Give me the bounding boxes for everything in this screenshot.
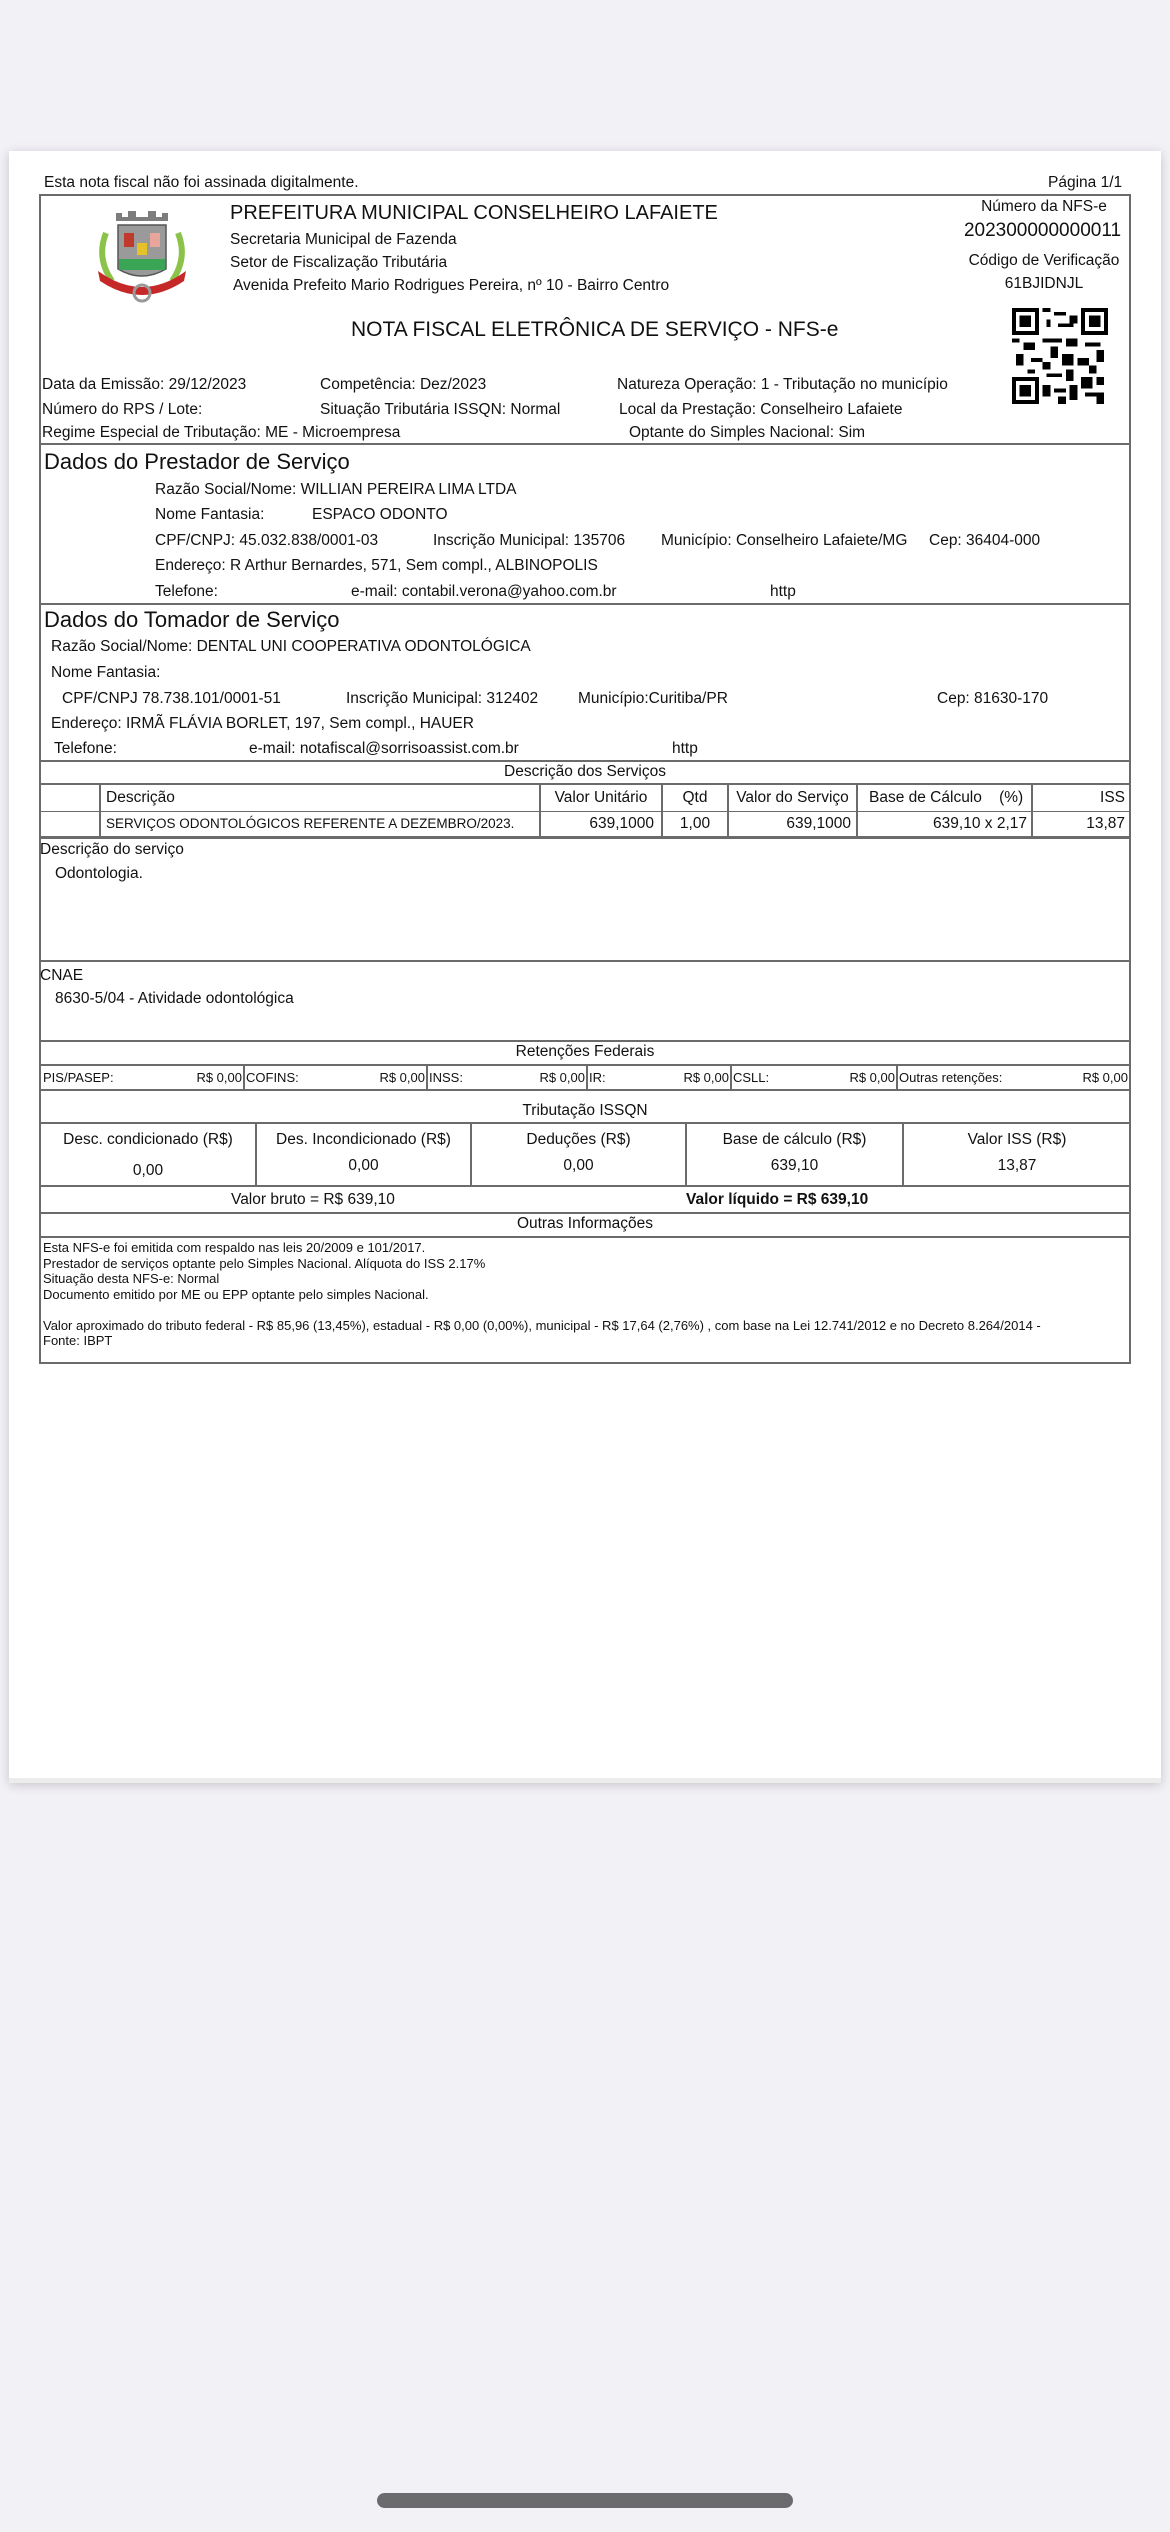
tax-base-value: 639,10 <box>770 1157 819 1174</box>
home-indicator[interactable] <box>377 2493 793 2508</box>
divider <box>39 1064 1131 1066</box>
info-line: Fonte: IBPT <box>43 1333 113 1348</box>
page-indicator: Página 1/1 <box>1048 174 1123 191</box>
customer-zip: Cep: 81630-170 <box>937 690 1049 707</box>
customer-website[interactable]: http <box>672 740 698 757</box>
service-qty: 1,00 <box>679 815 711 832</box>
iss-value: 13,87 <box>997 1157 1037 1174</box>
municipality-address: Avenida Prefeito Mario Rodrigues Pereira, nº 10 - Bairro Centro <box>233 277 670 294</box>
federal-withholdings-title: Retenções Federais <box>515 1043 655 1060</box>
provider-section-title: Dados do Prestador de Serviço <box>44 449 350 474</box>
inss-label: INSS: <box>429 1070 463 1085</box>
inss-value: R$ 0,00 <box>539 1070 585 1085</box>
document-title: NOTA FISCAL ELETRÔNICA DE SERVIÇO - NFS-e <box>351 318 839 341</box>
simples-nacional: Optante do Simples Nacional: Sim <box>629 424 866 441</box>
department-name: Secretaria Municipal de Fazenda <box>230 231 457 248</box>
col-header-tax-base: Base de Cálculo (%) <box>869 789 1024 806</box>
pis-label: PIS/PASEP: <box>43 1070 114 1085</box>
verification-code: 61BJIDNJL <box>1004 275 1084 292</box>
service-description: SERVIÇOS ODONTOLÓGICOS REFERENTE A DEZEMBRO/2023. <box>106 816 515 831</box>
other-withholdings-value: R$ 0,00 <box>1082 1070 1128 1085</box>
cofins-value: R$ 0,00 <box>379 1070 425 1085</box>
service-unit-value: 639,1000 <box>589 815 654 832</box>
info-line: Valor aproximado do tributo federal - R$ 85,96 (13,45%), estadual - R$ 0,00 (0,00%), municipal - R$ 17,64 (2,76%) , com base na Lei 12.741/2012 e no Decreto 8.264/2014 - <box>43 1317 1041 1333</box>
customer-phone: Telefone: <box>54 740 117 757</box>
divider <box>39 783 1131 785</box>
divider <box>39 836 1131 839</box>
col-header-service-value: Valor do Serviço <box>736 789 849 806</box>
competence: Competência: Dez/2023 <box>320 376 487 393</box>
info-line <box>43 1302 1041 1318</box>
unconditional-discount-value: 0,00 <box>348 1157 379 1174</box>
info-line: Situação desta NFS-e: Normal <box>43 1271 220 1286</box>
ir-label: IR: <box>589 1070 606 1085</box>
conditional-discount-value: 0,00 <box>132 1162 164 1179</box>
tax-base-label: Base de cálculo (R$) <box>722 1131 867 1148</box>
customer-trade-name: Nome Fantasia: <box>51 664 161 681</box>
divider <box>39 1212 1131 1214</box>
provider-trade-name-label: Nome Fantasia: <box>155 506 265 523</box>
tax-situation: Situação Tributária ISSQN: Normal <box>320 401 561 418</box>
csll-label: CSLL: <box>733 1070 770 1085</box>
provider-trade-name: ESPACO ODONTO <box>312 506 448 523</box>
divider <box>39 960 1131 962</box>
pis-value: R$ 0,00 <box>196 1070 242 1085</box>
provider-website[interactable]: http <box>770 583 796 600</box>
deductions-label: Deduções (R$) <box>526 1131 631 1148</box>
col-divider <box>99 783 101 837</box>
info-line: Prestador de serviços optante pelo Simples Nacional. Alíquota do ISS 2.17% <box>43 1255 486 1271</box>
provider-email[interactable]: e-mail: contabil.verona@yahoo.com.br <box>351 583 617 600</box>
other-info-text <box>43 1240 1041 1349</box>
gross-value: Valor bruto = R$ 639,10 <box>231 1191 395 1208</box>
cnae-value: 8630-5/04 - Atividade odontológica <box>55 990 294 1007</box>
services-section-title: Descrição dos Serviços <box>504 763 666 780</box>
col-header-description: Descrição <box>106 789 175 806</box>
col-header-qty: Qtd <box>682 789 708 806</box>
customer-email[interactable]: e-mail: notafiscal@sorrisoassist.com.br <box>249 740 519 757</box>
col-header-unit-value: Valor Unitário <box>554 789 648 806</box>
provider-address: Endereço: R Arthur Bernardes, 571, Sem compl., ALBINOPOLIS <box>155 557 598 574</box>
municipality-name: PREFEITURA MUNICIPAL CONSELHEIRO LAFAIETE <box>230 202 718 224</box>
divider <box>39 603 1131 605</box>
sector-name: Setor de Fiscalização Tributária <box>230 254 448 271</box>
divider <box>39 811 1131 812</box>
iss-value-label: Valor ISS (R$) <box>967 1131 1067 1148</box>
nfse-number-label: Número da NFS-e <box>981 198 1107 215</box>
customer-name: Razão Social/Nome: DENTAL UNI COOPERATIVA ODONTOLÓGICA <box>51 638 531 655</box>
customer-municipality: Município:Curitiba/PR <box>578 690 728 707</box>
operation-nature: Natureza Operação: 1 - Tributação no município <box>617 376 948 393</box>
customer-section-title: Dados do Tomador de Serviço <box>44 607 340 632</box>
net-value: Valor líquido = R$ 639,10 <box>686 1191 869 1208</box>
rps-number: Número do RPS / Lote: <box>42 401 203 418</box>
customer-municipal-registration: Inscrição Municipal: 312402 <box>346 690 539 707</box>
nfse-number: 202300000000011 <box>963 220 1122 241</box>
provider-cnpj: CPF/CNPJ: 45.032.838/0001-03 <box>155 532 379 549</box>
provider-zip: Cep: 36404-000 <box>929 532 1041 549</box>
provider-municipality: Município: Conselheiro Lafaiete/MG <box>661 532 908 549</box>
customer-cnpj: CPF/CNPJ 78.738.101/0001-51 <box>62 690 281 707</box>
divider <box>39 1236 1131 1238</box>
deductions-value: 0,00 <box>563 1157 594 1174</box>
emission-date: Data da Emissão: 29/12/2023 <box>42 376 247 393</box>
conditional-discount-label: Desc. condicionado (R$) <box>63 1131 233 1148</box>
col-divider <box>896 1064 898 1089</box>
provider-name: Razão Social/Nome: WILLIAN PEREIRA LIMA LTDA <box>155 481 517 498</box>
issqn-title: Tributação ISSQN <box>522 1102 648 1119</box>
qr-code-icon[interactable] <box>1012 308 1108 404</box>
service-details-label: Descrição do serviço <box>40 841 184 858</box>
csll-value: R$ 0,00 <box>849 1070 895 1085</box>
col-header-iss: ISS <box>1100 789 1125 806</box>
other-info-title: Outras Informações <box>516 1215 654 1232</box>
service-value: 639,1000 <box>786 815 851 832</box>
divider <box>39 1089 1131 1091</box>
info-line: Documento emitido por ME ou EPP optante pelo simples Nacional. <box>43 1286 429 1302</box>
divider <box>39 1040 1131 1042</box>
col-divider <box>243 1064 245 1089</box>
divider <box>39 1122 1131 1124</box>
info-line: Esta NFS-e foi emitida com respaldo nas leis 20/2009 e 101/2017. <box>43 1240 426 1255</box>
other-withholdings-label: Outras retenções: <box>899 1070 1003 1085</box>
divider <box>39 1185 1131 1187</box>
unsigned-notice: Esta nota fiscal não foi assinada digitalmente. <box>44 174 359 191</box>
service-details-value: Odontologia. <box>55 865 143 882</box>
divider <box>39 443 1131 445</box>
col-divider <box>586 1064 588 1089</box>
cofins-label: COFINS: <box>246 1070 299 1085</box>
unconditional-discount-label: Des. Incondicionado (R$) <box>276 1131 451 1148</box>
col-divider <box>730 1064 732 1089</box>
service-iss: 13,87 <box>1086 815 1125 832</box>
special-tax-regime: Regime Especial de Tributação: ME - Microempresa <box>42 424 401 441</box>
cnae-label: CNAE <box>40 967 84 984</box>
provider-municipal-registration: Inscrição Municipal: 135706 <box>433 532 626 549</box>
service-location: Local da Prestação: Conselheiro Lafaiete <box>619 401 903 418</box>
divider <box>39 760 1131 762</box>
provider-phone: Telefone: <box>155 583 218 600</box>
customer-address: Endereço: IRMÃ FLÁVIA BORLET, 197, Sem compl., HAUER <box>51 715 474 732</box>
municipal-coat-of-arms-icon <box>88 203 196 311</box>
ir-value: R$ 0,00 <box>683 1070 729 1085</box>
col-divider <box>426 1064 428 1089</box>
service-tax-base: 639,10 x 2,17 <box>933 815 1027 832</box>
verification-code-label: Código de Verificação <box>968 252 1120 269</box>
